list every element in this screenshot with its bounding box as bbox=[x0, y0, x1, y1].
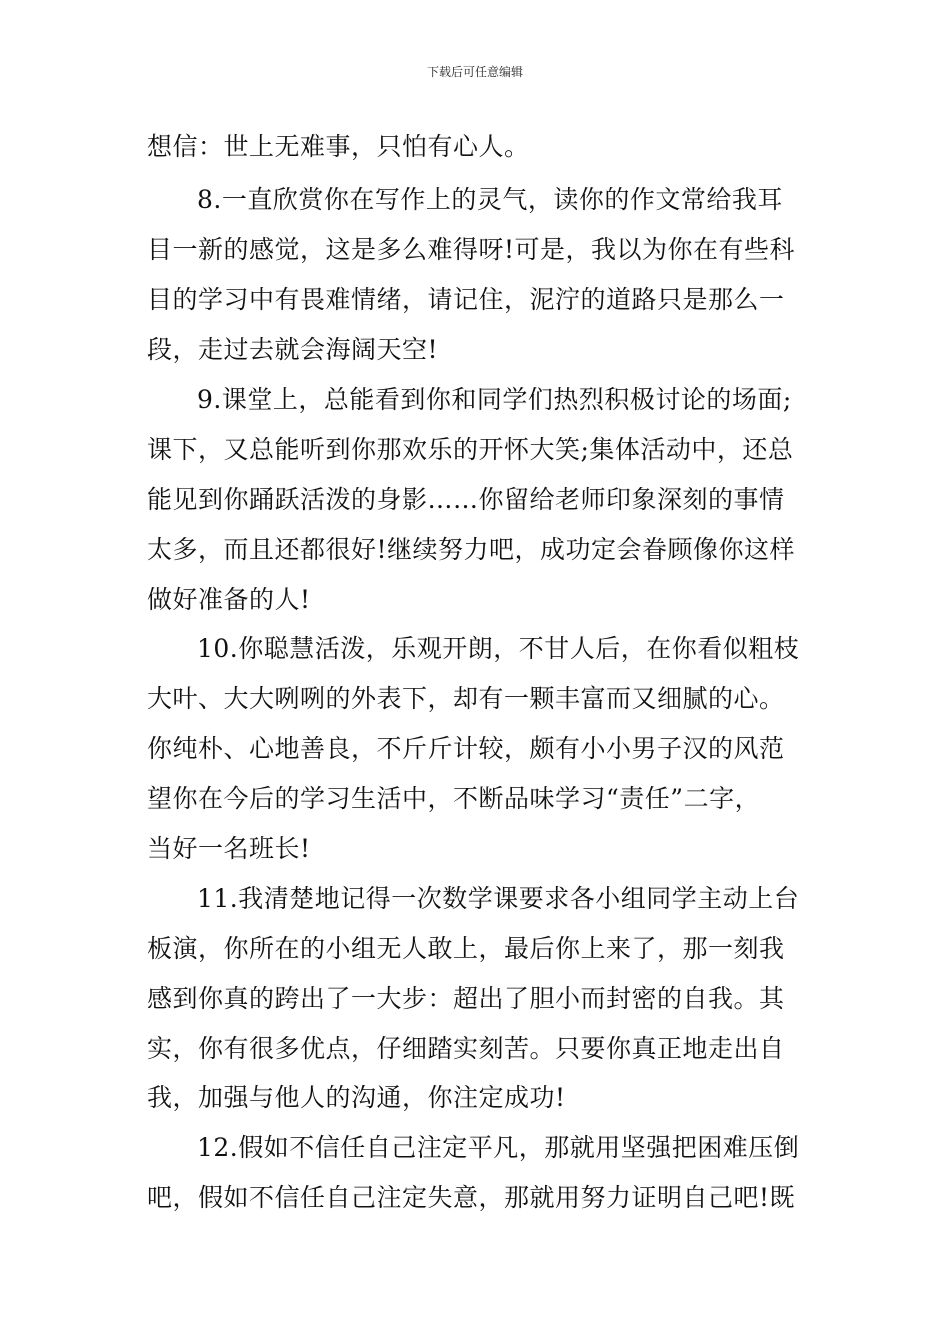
text-line: 吧，假如不信任自己注定失意，那就用努力证明自己吧!既 bbox=[147, 1183, 796, 1212]
text-line: 段，走过去就会海阔天空! bbox=[147, 335, 439, 364]
text-line: 当好一名班长! bbox=[147, 834, 311, 863]
text-line: 大叶、大大咧咧的外表下，却有一颗丰富而又细腻的心。 bbox=[147, 684, 785, 713]
text-line: 板演，你所在的小组无人敢上，最后你上来了，那一刻我 bbox=[147, 934, 785, 963]
page-header: 下载后可任意编辑 bbox=[426, 65, 523, 79]
text-line: 8.一直欣赏你在写作上的灵气，读你的作文常给我耳 bbox=[197, 185, 783, 214]
text-line: 想信：世上无难事，只怕有心人。 bbox=[147, 132, 530, 161]
text-line: 9.课堂上，总能看到你和同学们热烈积极讨论的场面; bbox=[197, 385, 792, 414]
text-line: 我，加强与他人的沟通，你注定成功! bbox=[147, 1083, 566, 1112]
text-line: 课下，又总能听到你那欢乐的开怀大笑;集体活动中，还总 bbox=[147, 435, 794, 464]
text-line: 望你在今后的学习生活中，不断品味学习“责任”二字， bbox=[147, 784, 761, 813]
text-line: 10.你聪慧活泼，乐观开朗，不甘人后，在你看似粗枝 bbox=[197, 634, 800, 663]
text-line: 实，你有很多优点，仔细踏实刻苦。只要你真正地走出自 bbox=[147, 1034, 785, 1063]
text-line: 能见到你踊跃活泼的身影……你留给老师印象深刻的事情 bbox=[147, 485, 785, 514]
text-line: 感到你真的跨出了一大步：超出了胆小而封密的自我。其 bbox=[147, 984, 785, 1013]
text-line: 目的学习中有畏难情绪，请记住，泥泞的道路只是那么一 bbox=[147, 285, 785, 314]
text-line: 12.假如不信任自己注定平凡，那就用坚强把困难压倒 bbox=[197, 1133, 800, 1162]
text-line: 目一新的感觉，这是多么难得呀!可是，我以为你在有些科 bbox=[147, 235, 796, 264]
text-line: 你纯朴、心地善良，不斤斤计较，颇有小小男子汉的风范 bbox=[147, 734, 785, 763]
text-line: 太多，而且还都很好!继续努力吧，成功定会眷顾像你这样 bbox=[147, 535, 796, 564]
text-line: 11.我清楚地记得一次数学课要求各小组同学主动上台 bbox=[197, 884, 800, 913]
text-line: 做好准备的人! bbox=[147, 585, 311, 614]
